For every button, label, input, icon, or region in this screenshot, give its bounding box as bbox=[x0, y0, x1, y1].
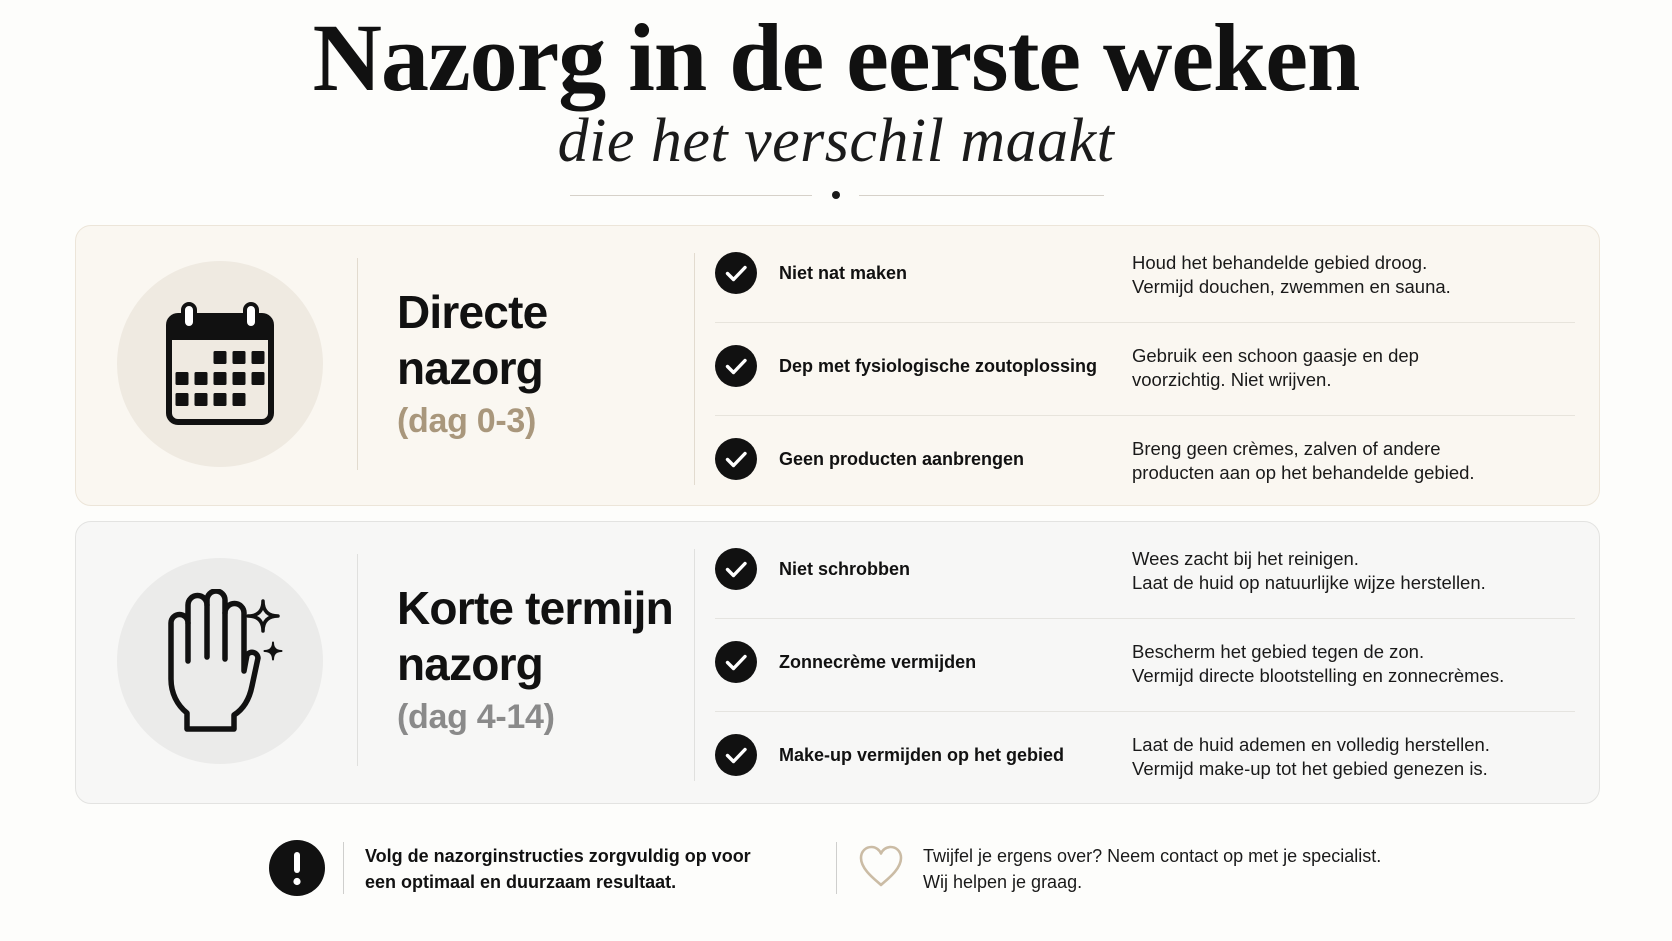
section-title-line: nazorg bbox=[397, 638, 543, 690]
footer-divider bbox=[836, 842, 837, 894]
item-label: Niet schrobben bbox=[779, 558, 911, 579]
aftercare-item bbox=[715, 523, 1575, 615]
item-description-line: voorzichtig. Niet wrijven. bbox=[1132, 369, 1332, 390]
footer-notice bbox=[365, 843, 751, 895]
item-description-line: Bescherm het gebied tegen de zon. bbox=[1132, 641, 1425, 662]
item-description-line: Wees zacht bij het reinigen. bbox=[1132, 548, 1359, 569]
aftercare-item bbox=[715, 320, 1575, 412]
section-divider bbox=[694, 253, 695, 485]
item-description bbox=[1132, 415, 1475, 507]
aftercare-item bbox=[715, 227, 1575, 319]
divider-line-left bbox=[570, 195, 812, 196]
check-icon bbox=[715, 734, 757, 776]
section-title-line: Directe bbox=[397, 286, 548, 338]
footer-notice-line: een optimaal en duurzaam resultaat. bbox=[365, 872, 677, 892]
section-period: (dag 4-14) bbox=[397, 698, 555, 736]
item-description bbox=[1132, 618, 1504, 710]
section-card-short-term-aftercare bbox=[75, 521, 1600, 804]
calendar-icon bbox=[165, 302, 275, 426]
section-title bbox=[397, 580, 673, 692]
divider-line-right bbox=[859, 195, 1104, 196]
footer-contact-line: Twijfel je ergens over? Neem contact op met je specialist. bbox=[923, 846, 1382, 866]
section-divider bbox=[694, 549, 695, 781]
section-icon-badge bbox=[117, 558, 323, 764]
item-description-line: Houd het behandelde gebied droog. bbox=[1132, 252, 1428, 273]
item-description-line: Laat de huid op natuurlijke wijze herstellen. bbox=[1132, 572, 1486, 593]
footer-notice-line: Volg de nazorginstructies zorgvuldig op voor bbox=[365, 846, 751, 866]
section-title-line: nazorg bbox=[397, 342, 543, 394]
item-label: Make-up vermijden op het gebied bbox=[779, 744, 1065, 765]
check-icon bbox=[715, 345, 757, 387]
exclamation-icon bbox=[269, 840, 325, 896]
check-icon bbox=[715, 252, 757, 294]
section-divider bbox=[357, 258, 358, 470]
heart-icon bbox=[857, 843, 905, 889]
check-icon bbox=[715, 438, 757, 480]
item-description-line: Vermijd make-up tot het gebied genezen is. bbox=[1132, 758, 1488, 779]
check-icon bbox=[715, 548, 757, 590]
section-title-line: Korte termijn bbox=[397, 582, 673, 634]
section-title bbox=[397, 284, 547, 396]
divider-dot bbox=[832, 191, 840, 199]
item-description-line: producten aan op het behandelde gebied. bbox=[1132, 462, 1475, 483]
item-description-line: Breng geen crèmes, zalven of andere bbox=[1132, 438, 1441, 459]
item-description bbox=[1132, 322, 1419, 414]
footer-contact-line: Wij helpen je graag. bbox=[923, 872, 1083, 892]
aftercare-item bbox=[715, 709, 1575, 801]
section-card-immediate-aftercare bbox=[75, 225, 1600, 506]
footer-divider bbox=[343, 842, 344, 894]
item-label: Geen producten aanbrengen bbox=[779, 448, 1025, 469]
item-description bbox=[1132, 525, 1486, 617]
item-description bbox=[1132, 229, 1451, 321]
page-subtitle: die het verschil maakt bbox=[557, 107, 1115, 175]
item-description-line: Vermijd douchen, zwemmen en sauna. bbox=[1132, 276, 1451, 297]
section-divider bbox=[357, 554, 358, 766]
item-description bbox=[1132, 711, 1490, 803]
item-label: Niet nat maken bbox=[779, 262, 908, 283]
aftercare-item bbox=[715, 616, 1575, 708]
item-description-line: Vermijd directe blootstelling en zonnecrèmes. bbox=[1132, 665, 1505, 686]
item-label: Dep met fysiologische zoutoplossing bbox=[779, 355, 1098, 376]
aftercare-item bbox=[715, 413, 1575, 505]
section-period: (dag 0-3) bbox=[397, 402, 536, 440]
item-description-line: Laat de huid ademen en volledig herstellen. bbox=[1132, 734, 1490, 755]
footer-contact bbox=[923, 843, 1381, 895]
page-title: Nazorg in de eerste weken bbox=[312, 4, 1360, 111]
hand-sparkles-icon bbox=[165, 589, 283, 732]
item-description-line: Gebruik een schoon gaasje en dep bbox=[1132, 345, 1419, 366]
check-icon bbox=[715, 641, 757, 683]
section-icon-badge bbox=[117, 261, 323, 467]
item-label: Zonnecrème vermijden bbox=[779, 651, 977, 672]
